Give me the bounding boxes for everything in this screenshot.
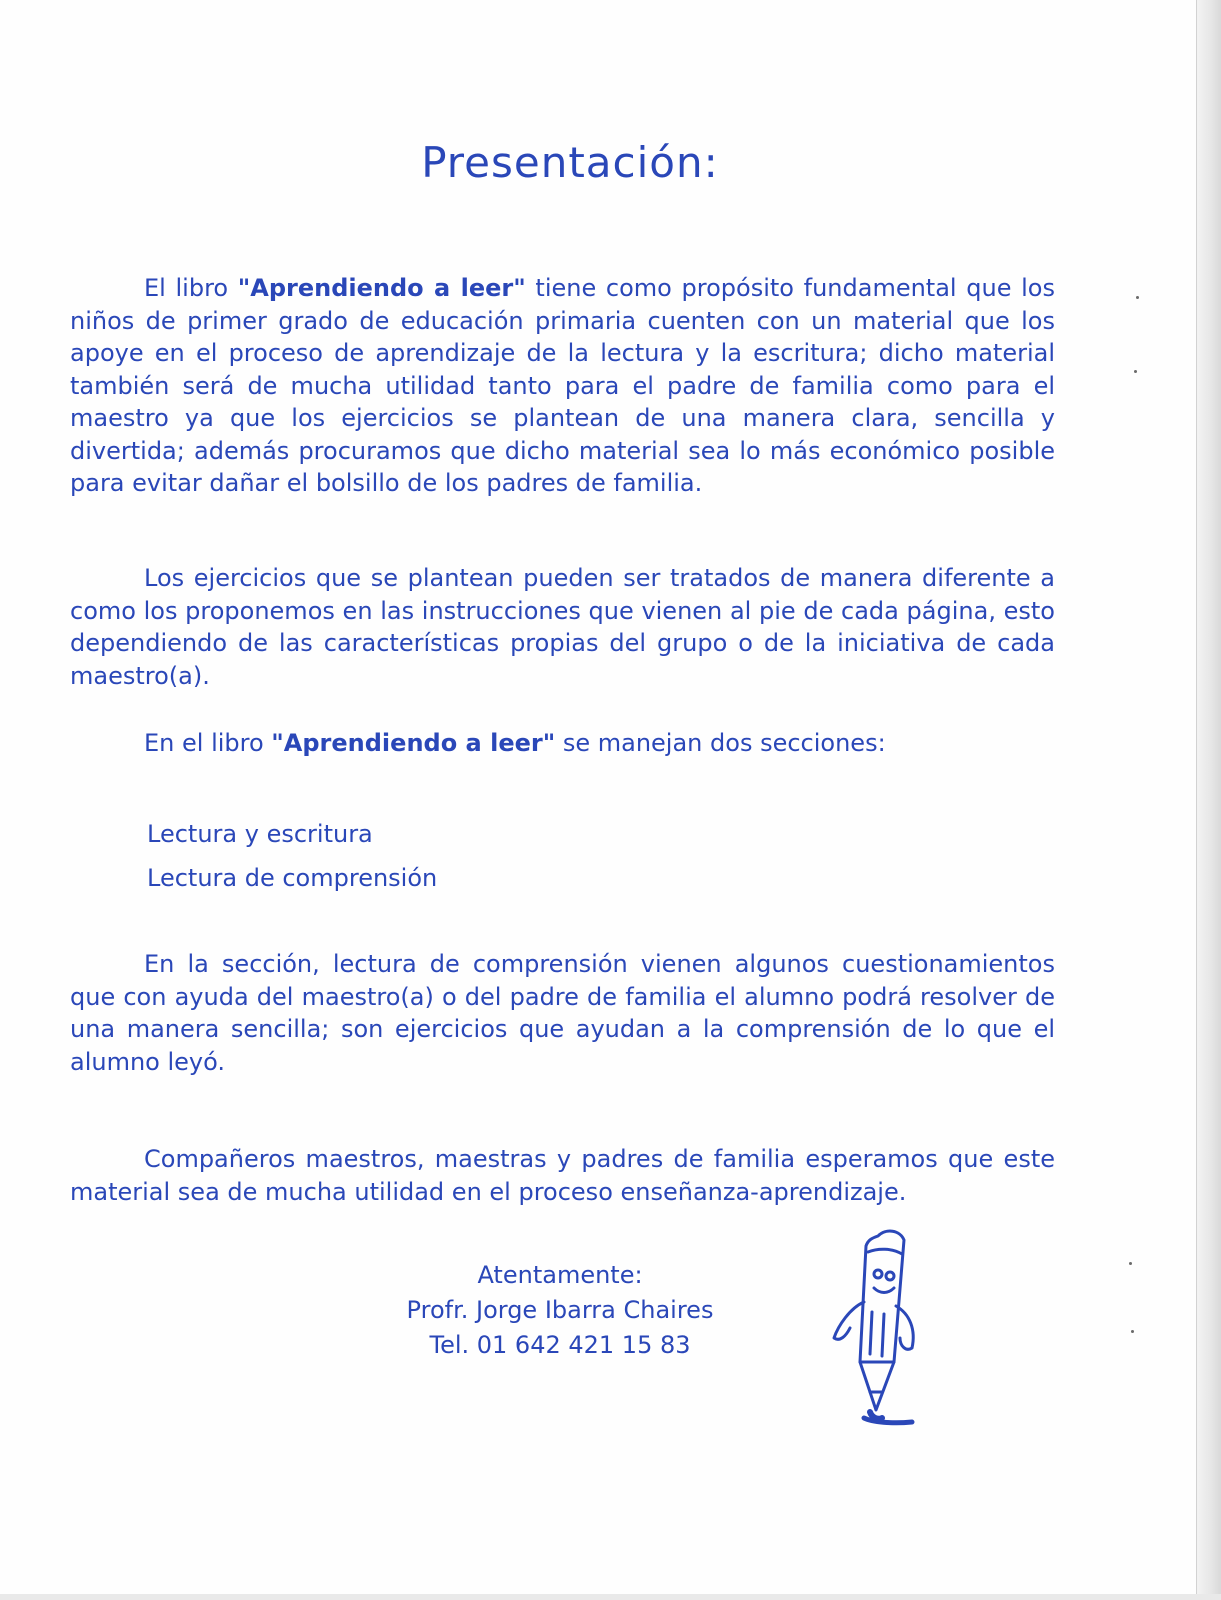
scan-speck <box>1129 1262 1132 1265</box>
signature-phone: Tel. 01 642 421 15 83 <box>429 1331 691 1359</box>
paragraph-exercises: Los ejercicios que se plantean pueden ser tratados de manera diferente a como los proponemos en las instrucciones que vienen al pie de cada página, esto dependiendo de las características propias del grupo o de la iniciativa de cada maestro(a). <box>70 564 1055 690</box>
book-title: "Aprendiendo a leer" <box>271 729 556 757</box>
scan-speck <box>1134 370 1137 373</box>
paragraph-purpose <box>70 272 1055 500</box>
paragraph-comprehension: En la sección, lectura de comprensión vienen algunos cuestionamientos que con ayuda del maestro(a) o del padre de familia el alumno podrá resolver de una manera sencilla; son ejercicios que ayudan a la comprensión de lo que el alumno leyó. <box>70 950 1055 1076</box>
book-title: "Aprendiendo a leer" <box>237 274 526 302</box>
paragraph-text: se manejan dos secciones: <box>555 729 886 757</box>
signature-closing: Atentamente: <box>477 1261 643 1289</box>
scan-speck <box>1131 1330 1134 1333</box>
pencil-mascot-icon <box>820 1222 930 1432</box>
page-title: Presentación: <box>421 138 719 187</box>
paragraph-sections-intro <box>144 727 1129 760</box>
page-right-edge <box>1196 0 1221 1600</box>
scan-speck <box>1136 296 1139 299</box>
paragraph-text: El libro <box>144 274 238 302</box>
signature-name: Profr. Jorge Ibarra Chaires <box>406 1296 714 1324</box>
paragraph-text: tiene como propósito fundamental que los niños de primer grado de educación primaria cuenten con un material que los apoye en el proceso de aprendizaje de la lectura y la escritura; dicho material también será de mucha utilidad tanto para el padre de familia como para el maestro ya que los ejercicios se plantean de una manera clara, sencilla y divertida; además procuramos que dicho material sea lo más económico posible para evitar dañar el bolsillo de los padres de familia. <box>70 274 1055 497</box>
section-item: Lectura y escritura <box>147 820 373 848</box>
signature-block <box>300 1258 820 1363</box>
paragraph-closing: Compañeros maestros, maestras y padres de familia esperamos que este material sea de mucha utilidad en el proceso enseñanza-aprendizaje. <box>70 1145 1055 1206</box>
page-bottom-edge <box>0 1594 1221 1600</box>
section-item: Lectura de comprensión <box>147 864 438 892</box>
sections-list <box>147 812 437 900</box>
paragraph-text: En el libro <box>144 729 272 757</box>
